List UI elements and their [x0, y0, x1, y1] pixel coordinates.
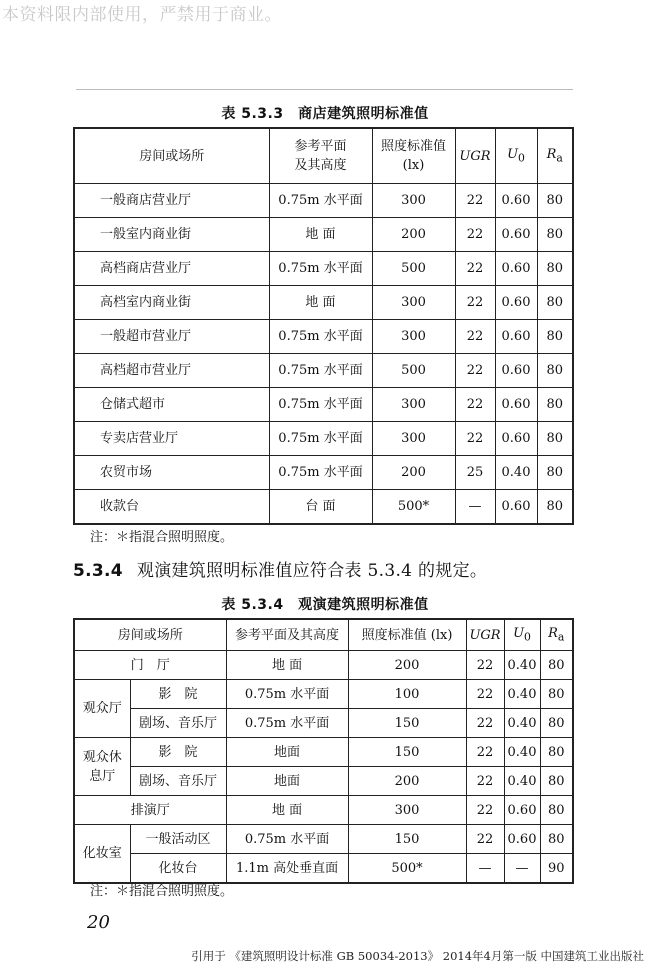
table1-note: 注：＊指混合照明照度。	[90, 530, 234, 545]
table-row	[74, 184, 573, 218]
plane-cell: 地 面	[269, 218, 372, 252]
lux-cell: 200	[348, 767, 466, 796]
lux-cell: 300	[348, 796, 466, 825]
ra-cell: 80	[537, 388, 573, 422]
u0-cell: —	[504, 854, 540, 884]
room-cell: 一般超市营业厅	[74, 320, 269, 354]
table2-header-room: 房间或场所	[74, 619, 226, 651]
ra-cell: 80	[537, 286, 573, 320]
table-row	[74, 767, 573, 796]
ugr-cell: —	[466, 854, 504, 884]
clause-5-3-4	[73, 556, 487, 581]
sub-room-cell: 一般活动区	[130, 825, 226, 854]
lux-cell: 500*	[348, 854, 466, 884]
room-cell: 农贸市场	[74, 456, 269, 490]
u0-cell: 0.40	[504, 738, 540, 767]
u0-cell: 0.60	[495, 422, 537, 456]
room-cell: 一般室内商业街	[74, 218, 269, 252]
table1-header-room: 房间或场所	[74, 128, 269, 184]
u0-cell: 0.40	[495, 456, 537, 490]
room-cell: 排演厅	[74, 796, 226, 825]
ugr-cell: 22	[466, 709, 504, 738]
lux-cell: 300	[372, 286, 455, 320]
room-cell: 高档超市营业厅	[74, 354, 269, 388]
u0-cell: 0.40	[504, 651, 540, 680]
sub-room-cell: 剧场、音乐厅	[130, 767, 226, 796]
plane-cell: 地 面	[269, 286, 372, 320]
table2-header-ra: $R_a$	[540, 619, 573, 651]
table2-header-ugr: UGR	[466, 619, 504, 651]
plane-cell: 台 面	[269, 490, 372, 525]
lux-cell: 150	[348, 709, 466, 738]
lux-cell: 500	[372, 354, 455, 388]
ugr-cell: 22	[455, 286, 495, 320]
table1-header-plane: 参考平面 及其高度	[269, 128, 372, 184]
group-cell-dressing: 化妆室	[74, 825, 130, 884]
plane-cell: 地 面	[226, 796, 348, 825]
u0-cell: 0.60	[504, 796, 540, 825]
lux-cell: 300	[372, 320, 455, 354]
u0-cell: 0.60	[495, 320, 537, 354]
ugr-cell: 22	[455, 354, 495, 388]
clause-number: 5.3.4	[73, 561, 123, 581]
ugr-cell: 22	[466, 680, 504, 709]
ra-cell: 80	[537, 184, 573, 218]
page-number: 20	[87, 912, 110, 933]
lux-cell: 100	[348, 680, 466, 709]
plane-cell: 地面	[226, 767, 348, 796]
table-5-3-3	[73, 127, 574, 525]
u0-cell: 0.40	[504, 680, 540, 709]
ra-cell: 80	[540, 651, 573, 680]
group-cell-lounge: 观众休 息厅	[74, 738, 130, 796]
table2-header-u0: $U_0$	[504, 619, 540, 651]
lux-cell: 150	[348, 738, 466, 767]
table-row	[74, 854, 573, 884]
room-cell: 仓储式超市	[74, 388, 269, 422]
ugr-cell: 22	[466, 796, 504, 825]
ugr-cell: —	[455, 490, 495, 525]
ugr-cell: 22	[455, 252, 495, 286]
sub-room-cell: 影 院	[130, 680, 226, 709]
ra-cell: 80	[540, 796, 573, 825]
ra-cell: 80	[537, 422, 573, 456]
table2-header-lux: 照度标准值 (lx)	[348, 619, 466, 651]
plane-cell: 0.75m 水平面	[269, 252, 372, 286]
table1-header-lux: 照度标准值 (lx)	[372, 128, 455, 184]
plane-cell: 0.75m 水平面	[269, 456, 372, 490]
ugr-cell: 25	[455, 456, 495, 490]
ugr-cell: 22	[455, 388, 495, 422]
lux-cell: 500	[372, 252, 455, 286]
lux-cell: 150	[348, 825, 466, 854]
lux-cell: 300	[372, 388, 455, 422]
table-row	[74, 354, 573, 388]
ra-cell: 80	[540, 767, 573, 796]
room-cell: 一般商店营业厅	[74, 184, 269, 218]
u0-cell: 0.60	[495, 218, 537, 252]
ra-cell: 90	[540, 854, 573, 884]
room-cell: 高档商店营业厅	[74, 252, 269, 286]
plane-cell: 地 面	[226, 651, 348, 680]
ra-cell: 80	[537, 490, 573, 525]
table1-header-u0: $U_0$	[495, 128, 537, 184]
ra-cell: 80	[537, 354, 573, 388]
ugr-cell: 22	[466, 738, 504, 767]
sub-room-cell: 化妆台	[130, 854, 226, 884]
header-rule	[76, 89, 573, 90]
table1-header-ra: $R_a$	[537, 128, 573, 184]
table-row	[74, 709, 573, 738]
ugr-cell: 22	[466, 651, 504, 680]
sub-room-cell: 剧场、音乐厅	[130, 709, 226, 738]
table2-note: 注：＊指混合照明照度。	[90, 884, 234, 899]
room-cell: 收款台	[74, 490, 269, 525]
ra-cell: 80	[537, 218, 573, 252]
room-cell: 门 厅	[74, 651, 226, 680]
plane-cell: 0.75m 水平面	[226, 680, 348, 709]
plane-cell: 0.75m 水平面	[269, 320, 372, 354]
u0-cell: 0.60	[495, 354, 537, 388]
table-row	[74, 388, 573, 422]
lux-cell: 300	[372, 184, 455, 218]
plane-cell: 0.75m 水平面	[269, 422, 372, 456]
table1-caption: 表 5.3.3 商店建筑照明标准值	[221, 106, 429, 122]
ra-cell: 80	[537, 320, 573, 354]
u0-cell: 0.60	[495, 490, 537, 525]
u0-cell: 0.60	[495, 184, 537, 218]
table-row	[74, 738, 573, 767]
table-row	[74, 456, 573, 490]
plane-cell: 0.75m 水平面	[269, 184, 372, 218]
ra-cell: 80	[540, 680, 573, 709]
group-cell-audience: 观众厅	[74, 680, 130, 738]
plane-cell: 0.75m 水平面	[226, 825, 348, 854]
ra-cell: 80	[537, 252, 573, 286]
ugr-cell: 22	[455, 320, 495, 354]
table-row	[74, 680, 573, 709]
table-row	[74, 286, 573, 320]
lux-cell: 500*	[372, 490, 455, 525]
citation-footer: 引用于 《建筑照明设计标准 GB 50034-2013》 2014年4月第一版 中国建筑工业出版社	[191, 949, 644, 963]
table-5-3-4	[73, 618, 574, 884]
u0-cell: 0.60	[495, 388, 537, 422]
table1-header-row	[74, 128, 573, 184]
room-cell: 高档室内商业街	[74, 286, 269, 320]
ugr-cell: 22	[466, 767, 504, 796]
plane-cell: 地面	[226, 738, 348, 767]
ra-cell: 80	[540, 709, 573, 738]
table-row	[74, 218, 573, 252]
table2-header-row	[74, 619, 573, 651]
watermark: 本资料限内部使用，严禁用于商业。	[2, 5, 282, 25]
u0-cell: 0.60	[495, 286, 537, 320]
u0-cell: 0.60	[504, 825, 540, 854]
ra-cell: 80	[540, 738, 573, 767]
plane-cell: 0.75m 水平面	[269, 388, 372, 422]
lux-cell: 300	[372, 422, 455, 456]
lux-cell: 200	[348, 651, 466, 680]
table1-header-ugr: UGR	[455, 128, 495, 184]
table-row	[74, 825, 573, 854]
plane-cell: 0.75m 水平面	[226, 709, 348, 738]
u0-cell: 0.40	[504, 767, 540, 796]
ra-cell: 80	[537, 456, 573, 490]
ra-cell: 80	[540, 825, 573, 854]
ugr-cell: 22	[455, 218, 495, 252]
lux-cell: 200	[372, 218, 455, 252]
ugr-cell: 22	[466, 825, 504, 854]
table-row	[74, 422, 573, 456]
table-row	[74, 320, 573, 354]
u0-cell: 0.60	[495, 252, 537, 286]
u0-cell: 0.40	[504, 709, 540, 738]
table-row	[74, 490, 573, 525]
table2-caption: 表 5.3.4 观演建筑照明标准值	[221, 597, 429, 613]
table2-header-plane: 参考平面及其高度	[226, 619, 348, 651]
lux-cell: 200	[372, 456, 455, 490]
room-cell: 专卖店营业厅	[74, 422, 269, 456]
plane-cell: 1.1m 高处垂直面	[226, 854, 348, 884]
ugr-cell: 22	[455, 422, 495, 456]
table-row	[74, 252, 573, 286]
plane-cell: 0.75m 水平面	[269, 354, 372, 388]
table-row	[74, 651, 573, 680]
clause-text: 观演建筑照明标准值应符合表 5.3.4 的规定。	[136, 561, 488, 581]
sub-room-cell: 影 院	[130, 738, 226, 767]
ugr-cell: 22	[455, 184, 495, 218]
table-row	[74, 796, 573, 825]
